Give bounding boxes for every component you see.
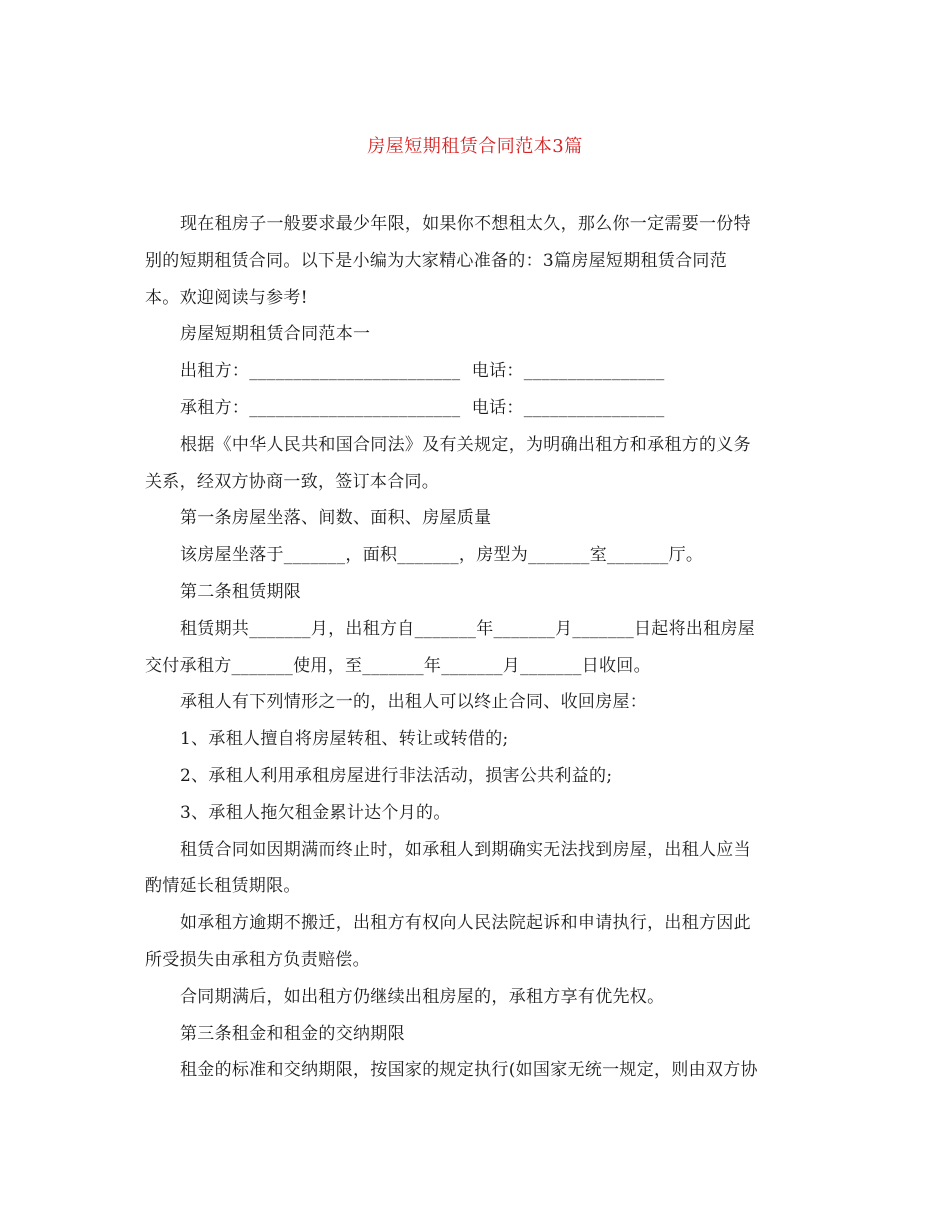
paragraph-line: 根据《中华人民共和国合同法》及有关规定，为明确出租方和承租方的义务 <box>180 434 751 455</box>
lessor-field: 出租方：________________________ 电话：________________ <box>180 361 665 382</box>
paragraph-line: 所受损失由承租方负责赔偿。 <box>145 949 370 970</box>
section-heading: 房屋短期租赁合同范本一 <box>180 324 371 345</box>
paragraph-line: 租赁期共_______月，出租方自_______年_______月_______日起将出租房屋 <box>180 618 756 639</box>
lessee-field: 承租方：________________________ 电话：________________ <box>180 397 665 418</box>
article-heading: 第一条房屋坐落、间数、面积、房屋质量 <box>180 508 492 529</box>
article-heading: 第二条租赁期限 <box>180 581 302 602</box>
paragraph-line: 承租人有下列情形之一的，出租人可以终止合同、收回房屋： <box>180 692 648 713</box>
list-item: 2、承租人利用承租房屋进行非法活动，损害公共利益的; <box>180 765 613 786</box>
paragraph-line: 关系，经双方协商一致，签订本合同。 <box>145 471 440 492</box>
paragraph-line: 现在租房子一般要求最少年限，如果你不想租太久，那么你一定需要一份特 <box>180 214 751 234</box>
document-body <box>145 206 805 1089</box>
paragraph-line: 本。欢迎阅读与参考! <box>145 287 308 308</box>
paragraph-line: 别的短期租赁合同。以下是小编为大家精心准备的：3篇房屋短期租赁合同范 <box>145 250 728 271</box>
paragraph-line: 酌情延长租赁期限。 <box>145 876 301 897</box>
list-item: 3、承租人拖欠租金累计达个月的。 <box>180 802 451 823</box>
article-heading: 第三条租金和租金的交纳期限 <box>180 1023 405 1044</box>
paragraph-line: 租赁合同如因期满而终止时，如承租人到期确实无法找到房屋，出租人应当 <box>180 839 751 860</box>
paragraph-line: 如承租方逾期不搬迁，出租方有权向人民法院起诉和申请执行，出租方因此 <box>180 913 751 934</box>
paragraph-line: 租金的标准和交纳期限，按国家的规定执行(如国家无统一规定，则由双方协 <box>180 1060 758 1081</box>
paragraph-line: 交付承租方_______使用，至_______年_______月_______日收回。 <box>145 655 651 676</box>
paragraph-line: 该房屋坐落于_______，面积_______，房型为_______室_______厅。 <box>180 545 704 566</box>
paragraph-line: 合同期满后，如出租方仍继续出租房屋的，承租方享有优先权。 <box>180 986 665 1007</box>
list-item: 1、承租人擅自将房屋转租、转让或转借的; <box>180 729 509 750</box>
document-title: 房屋短期租赁合同范本3篇 <box>367 136 583 157</box>
